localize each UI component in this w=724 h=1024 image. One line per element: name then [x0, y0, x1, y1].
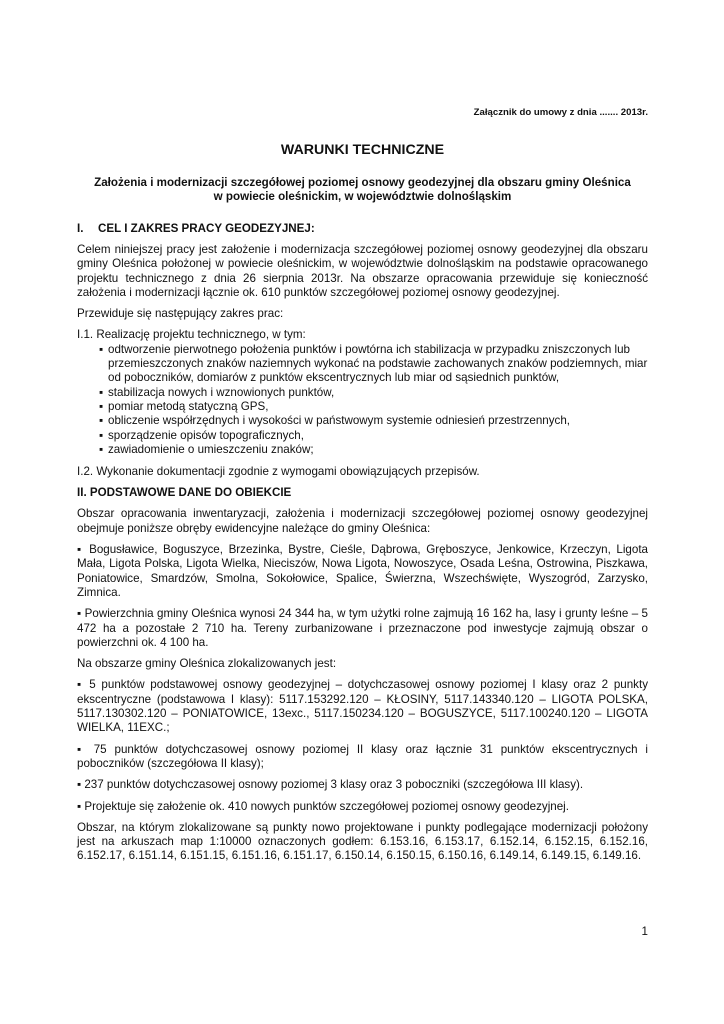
- bullet-icon: ▪: [99, 385, 104, 399]
- map-sheets-paragraph: Obszar, na którym zlokalizowane są punkty nowo projektowane i punkty podlegające modernizacji położony jest na arkuszach map 1:10000 oznaczonych godłem: 6.153.16, 6.153.17, 6.152.14, 6.152.15, 6.152.16, 6.152.17, 6.151.14, 6.151.15, 6.151.16, 6.151.17, 6.150.14, 6.150.15, 6.150.16, 6.149.14, 6.149.15, 6.149.16.: [77, 820, 648, 863]
- document-body: [77, 222, 648, 871]
- bullet-icon: ▪: [99, 414, 104, 428]
- class-2-points-paragraph: ▪ 75 punktów dotychczasowej osnowy poziomej II klasy oraz łącznie 31 punktów ekscentrycznych i poboczników (szczegółowa II klasy);: [77, 742, 648, 770]
- section-2-heading: II. PODSTAWOWE DANE DO OBIEKCIE: [77, 486, 292, 500]
- document-title: WARUNKI TECHNICZNE: [280, 142, 445, 158]
- subtitle-line-1: Założenia i modernizacji szczegółowej poziomej osnowy geodezyjnej dla obszaru gminy Oleśnica: [94, 176, 631, 189]
- section-2-paragraph: Obszar opracowania inwentaryzacji, założenia i modernizacji szczegółowej poziomej osnowy geodezyjnej obejmuje poniższe obręby ewidencyjne należące do gminy Oleśnica:: [77, 507, 648, 535]
- document-subtitle: [77, 176, 648, 204]
- basic-points-paragraph: ▪ 5 punktów podstawowej osnowy geodezyjnej – dotychczasowej osnowy poziomej I klasy oraz 2 punkty ekscentryczne (podstawowa I klasy): 5117.153292.120 – KŁOSINY, 5117.143340.120 – LIGOTA POLSKA, 5117.130302.120 – PONIATOWICE, 13exc., 5117.150234.120 – BOGUSZYCE, 5117.100240.120 – LIGOTA WIELKA, 11EXC.;: [77, 678, 648, 735]
- scope-list: [77, 343, 648, 457]
- section-1-title: CEL I ZAKRES PRACY GEODEZYJNEJ:: [98, 222, 315, 235]
- bullet-icon: ▪: [99, 399, 104, 413]
- located-intro: Na obszarze gminy Oleśnica zlokalizowanych jest:: [77, 657, 337, 671]
- list-item: ▪ stabilizacja nowych i wznowionych punktów,: [99, 385, 335, 399]
- precincts-list: ▪ Bogusławice, Boguszyce, Brzezinka, Bystre, Cieśle, Dąbrowa, Gręboszyce, Jenkowice, Krzeczyn, Ligota Mała, Ligota Polska, Ligota Wielka, Nieciszów, Nowa Ligota, Nowoszyce, Osada Leśna, Ostrowina, Piszkawa, Poniatowice, Smardzów, Smolna, Sokołowice, Spalice, Świerzna, Wszechświęte, Wyszogród, Zarzysko, Zimnica.: [77, 543, 648, 599]
- bullet-icon: ▪: [99, 342, 104, 356]
- section-1-intro: Celem niniejszej pracy jest założenie i modernizacja szczegółowej poziomej osnowy geodezyjnej dla obszaru gminy Oleśnica położonej w powiecie oleśnickim, w województwie dolnośląskim na podstawie opracowanego projektu technicznego z dnia 26 sierpnia 2013r. Na obszarze opracowania przewiduje się konieczność założenia i modernizacji łącznie ok. 610 punktów szczegółowej poziomej osnowy geodezyjnej.: [77, 243, 648, 299]
- section-1-heading: [77, 222, 648, 236]
- bullet-icon: ▪: [99, 428, 104, 442]
- list-item: ▪ sporządzenie opisów topograficznych,: [99, 428, 304, 442]
- subsection-1-1: I.1. Realizację projektu technicznego, w tym:: [77, 328, 306, 342]
- scope-intro: Przewiduje się następujący zakres prac:: [77, 307, 284, 321]
- subsection-1-2: I.2. Wykonanie dokumentacji zgodnie z wymogami obowiązujących przepisów.: [77, 465, 480, 479]
- new-points-paragraph: ▪ Projektuje się założenie ok. 410 nowych punktów szczegółowej poziomej osnowy geodezyjnej.: [77, 799, 569, 813]
- area-paragraph: ▪ Powierzchnia gminy Oleśnica wynosi 24 344 ha, w tym użytki rolne zajmują 16 162 ha, lasy i grunty leśne – 5 472 ha a pozostałe 2 710 ha. Tereny zurbanizowane i przeznaczone pod inwestycje zajmują obszar o powierzchni ok. 4 100 ha.: [77, 607, 648, 649]
- bullet-icon: ▪: [99, 442, 104, 456]
- list-item: ▪ pomiar metodą statyczną GPS,: [99, 399, 269, 413]
- annex-note: Załącznik do umowy z dnia ....... 2013r.: [473, 107, 648, 118]
- page-number: 1: [641, 925, 648, 938]
- section-1-number: I.: [77, 222, 84, 235]
- subtitle-line-2: w powiecie oleśnickim, w województwie dolnośląskim: [213, 190, 512, 203]
- class-3-points-paragraph: ▪ 237 punktów dotychczasowej osnowy poziomej 3 klasy oraz 3 poboczniki (szczegółowa III klasy).: [77, 778, 584, 792]
- list-item: ▪ zawiadomienie o umieszczeniu znaków;: [99, 442, 314, 456]
- list-item: ▪ obliczenie współrzędnych i wysokości w państwowym systemie odniesień przestrzennych,: [99, 414, 571, 428]
- list-item: ▪ odtworzenie pierwotnego położenia punktów i powtórna ich stabilizacja w przypadku zniszczonych lub przemieszczonych znaków naziemnych wykonać na podstawie zachowanych znaków podziemnych, miar od poboczników, domiarów z punktów ekscentrycznych lub miar od sąsiednich punktów,: [99, 342, 648, 385]
